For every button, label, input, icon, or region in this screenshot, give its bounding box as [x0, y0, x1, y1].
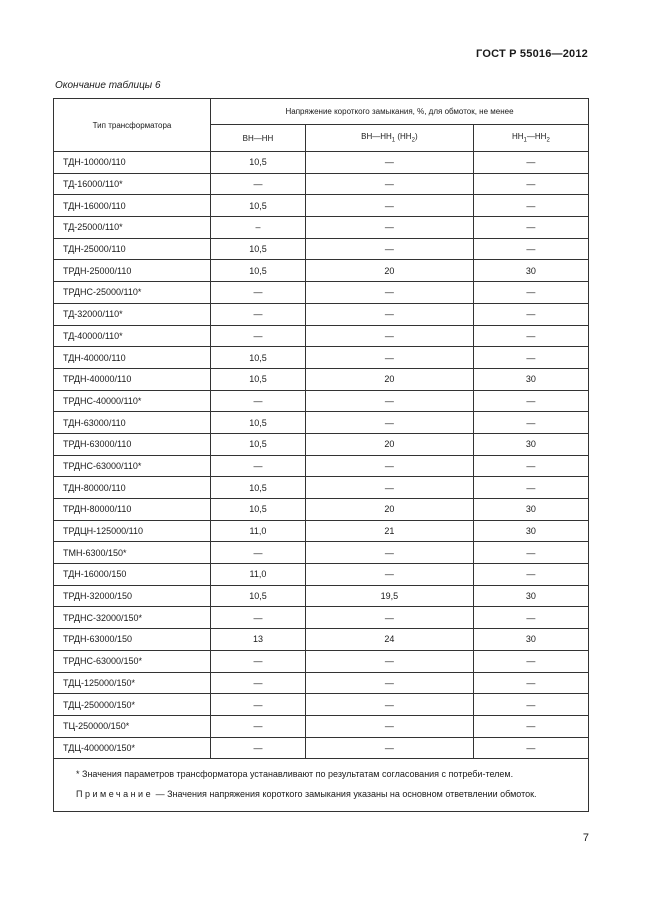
- transformer-type-cell: ТРДН-40000/110: [54, 368, 211, 390]
- vn-nn1-cell: —: [305, 412, 473, 434]
- vn-nn1-cell: —: [305, 607, 473, 629]
- transformer-type-cell: ТМН-6300/150*: [54, 542, 211, 564]
- table-row: [54, 499, 589, 521]
- nn1-nn2-cell: —: [473, 238, 588, 260]
- table-row: [54, 282, 589, 304]
- vn-nn1-cell: —: [305, 672, 473, 694]
- vn-nn1-cell: —: [305, 542, 473, 564]
- nn1-nn2-cell: 30: [473, 368, 588, 390]
- nn1-nn2-cell: —: [473, 282, 588, 304]
- vn-nn1-cell: —: [305, 390, 473, 412]
- table-row: [54, 629, 589, 651]
- table-row: [54, 433, 589, 455]
- vn-nn1-cell: —: [305, 737, 473, 759]
- transformer-type-cell: ТДН-16000/150: [54, 564, 211, 586]
- vn-nn-cell: 10,5: [211, 238, 306, 260]
- nn1-nn2-cell: —: [473, 173, 588, 195]
- vn-nn1-cell: 20: [305, 260, 473, 282]
- note-text: — Значения напряжения короткого замыкания указаны на основном ответвлении обмоток.: [153, 789, 537, 800]
- table-row: [54, 260, 589, 282]
- header-vn-nn: ВН—НН: [211, 125, 306, 152]
- table-row: [54, 542, 589, 564]
- transformer-type-cell: ТДЦ-400000/150*: [54, 737, 211, 759]
- table-row: [54, 217, 589, 239]
- vn-nn-cell: 10,5: [211, 152, 306, 174]
- nn1-nn2-cell: —: [473, 737, 588, 759]
- vn-nn-cell: —: [211, 542, 306, 564]
- vn-nn-cell: —: [211, 737, 306, 759]
- vn-nn-cell: 10,5: [211, 585, 306, 607]
- table-row: [54, 520, 589, 542]
- transformer-table: [53, 98, 589, 812]
- note: [64, 787, 578, 801]
- vn-nn-cell: 10,5: [211, 499, 306, 521]
- table-row: [54, 347, 589, 369]
- header-vn-nn1: $ВН—НН_1$ $(НН_2)$: [305, 125, 473, 152]
- table-row: [54, 564, 589, 586]
- nn1-nn2-cell: 30: [473, 629, 588, 651]
- table-row: [54, 238, 589, 260]
- nn1-nn2-cell: 30: [473, 520, 588, 542]
- nn1-nn2-cell: —: [473, 607, 588, 629]
- table-row: [54, 477, 589, 499]
- vn-nn1-cell: —: [305, 282, 473, 304]
- transformer-type-cell: ТРДНС-63000/110*: [54, 455, 211, 477]
- transformer-type-cell: ТД-40000/110*: [54, 325, 211, 347]
- table-row: [54, 368, 589, 390]
- header-nn1-nn2: $НН_1—НН_2$: [473, 125, 588, 152]
- vn-nn-cell: —: [211, 173, 306, 195]
- vn-nn1-cell: 20: [305, 499, 473, 521]
- document-code: ГОСТ Р 55016—2012: [476, 48, 588, 60]
- transformer-type-cell: ТРДНС-40000/110*: [54, 390, 211, 412]
- nn1-nn2-cell: —: [473, 694, 588, 716]
- vn-nn-cell: 11,0: [211, 564, 306, 586]
- vn-nn-cell: 10,5: [211, 477, 306, 499]
- vn-nn-cell: —: [211, 694, 306, 716]
- table-row: [54, 152, 589, 174]
- transformer-type-cell: ТРДН-63000/150: [54, 629, 211, 651]
- transformer-type-cell: ТД-32000/110*: [54, 303, 211, 325]
- header-voltage-group: Напряжение короткого замыкания, %, для обмоток, не менее: [211, 99, 589, 125]
- vn-nn1-cell: —: [305, 195, 473, 217]
- page-number: 7: [582, 832, 589, 844]
- nn1-nn2-cell: 30: [473, 433, 588, 455]
- header-transformer-type: Тип трансформатора: [54, 99, 211, 152]
- vn-nn-cell: 13: [211, 629, 306, 651]
- vn-nn-cell: —: [211, 607, 306, 629]
- table-row: [54, 585, 589, 607]
- vn-nn-cell: —: [211, 325, 306, 347]
- transformer-type-cell: ТРДН-63000/110: [54, 433, 211, 455]
- vn-nn-cell: —: [211, 715, 306, 737]
- note-label: Примечание: [76, 789, 154, 800]
- vn-nn1-cell: 19,5: [305, 585, 473, 607]
- transformer-type-cell: ТРДН-32000/150: [54, 585, 211, 607]
- transformer-type-cell: ТДН-25000/110: [54, 238, 211, 260]
- transformer-type-cell: ТРДНС-25000/110*: [54, 282, 211, 304]
- footnote: * Значения параметров трансформатора устанавливают по результатам согласования с потреби-телем.: [76, 769, 514, 780]
- vn-nn-cell: —: [211, 303, 306, 325]
- vn-nn1-cell: —: [305, 217, 473, 239]
- nn1-nn2-cell: —: [473, 564, 588, 586]
- nn1-nn2-cell: 30: [473, 260, 588, 282]
- table-row: [54, 694, 589, 716]
- vn-nn-cell: —: [211, 650, 306, 672]
- transformer-type-cell: ТДН-80000/110: [54, 477, 211, 499]
- vn-nn-cell: —: [211, 672, 306, 694]
- nn1-nn2-cell: —: [473, 390, 588, 412]
- vn-nn-cell: –: [211, 217, 306, 239]
- vn-nn-cell: 10,5: [211, 412, 306, 434]
- vn-nn1-cell: —: [305, 152, 473, 174]
- vn-nn1-cell: —: [305, 715, 473, 737]
- nn1-nn2-cell: —: [473, 455, 588, 477]
- nn1-nn2-cell: 30: [473, 585, 588, 607]
- vn-nn1-cell: —: [305, 564, 473, 586]
- vn-nn-cell: 10,5: [211, 368, 306, 390]
- table-row: [54, 455, 589, 477]
- vn-nn-cell: 10,5: [211, 433, 306, 455]
- vn-nn1-cell: —: [305, 303, 473, 325]
- transformer-type-cell: ТРДН-25000/110: [54, 260, 211, 282]
- table-row: [54, 325, 589, 347]
- transformer-type-cell: ТД-16000/110*: [54, 173, 211, 195]
- transformer-type-cell: ТРДЦН-125000/110: [54, 520, 211, 542]
- vn-nn-cell: 11,0: [211, 520, 306, 542]
- table-row: [54, 737, 589, 759]
- vn-nn-cell: 10,5: [211, 347, 306, 369]
- vn-nn-cell: 10,5: [211, 260, 306, 282]
- transformer-type-cell: ТДЦ-250000/150*: [54, 694, 211, 716]
- table-row: [54, 303, 589, 325]
- vn-nn1-cell: —: [305, 455, 473, 477]
- transformer-type-cell: ТДН-40000/110: [54, 347, 211, 369]
- table-row: [54, 650, 589, 672]
- nn1-nn2-cell: —: [473, 152, 588, 174]
- table-row: [54, 412, 589, 434]
- table-row: [54, 195, 589, 217]
- transformer-type-cell: ТДН-16000/110: [54, 195, 211, 217]
- nn1-nn2-cell: —: [473, 303, 588, 325]
- vn-nn1-cell: —: [305, 325, 473, 347]
- nn1-nn2-cell: 30: [473, 499, 588, 521]
- nn1-nn2-cell: —: [473, 672, 588, 694]
- nn1-nn2-cell: —: [473, 542, 588, 564]
- nn1-nn2-cell: —: [473, 412, 588, 434]
- vn-nn1-cell: —: [305, 477, 473, 499]
- nn1-nn2-cell: —: [473, 477, 588, 499]
- nn1-nn2-cell: —: [473, 325, 588, 347]
- vn-nn1-cell: 21: [305, 520, 473, 542]
- table-row: [54, 607, 589, 629]
- nn1-nn2-cell: —: [473, 195, 588, 217]
- transformer-type-cell: ТД-25000/110*: [54, 217, 211, 239]
- nn1-nn2-cell: —: [473, 650, 588, 672]
- table-caption: Окончание таблицы 6: [55, 80, 161, 91]
- transformer-type-cell: ТДН-10000/110: [54, 152, 211, 174]
- vn-nn1-cell: 20: [305, 368, 473, 390]
- nn1-nn2-cell: —: [473, 715, 588, 737]
- table-row: [54, 672, 589, 694]
- nn1-nn2-cell: —: [473, 347, 588, 369]
- transformer-type-cell: ТДЦ-125000/150*: [54, 672, 211, 694]
- table-row: [54, 715, 589, 737]
- transformer-type-cell: ТДН-63000/110: [54, 412, 211, 434]
- vn-nn1-cell: —: [305, 694, 473, 716]
- transformer-type-cell: ТРДНС-32000/150*: [54, 607, 211, 629]
- transformer-type-cell: ТЦ-250000/150*: [54, 715, 211, 737]
- vn-nn1-cell: 24: [305, 629, 473, 651]
- vn-nn1-cell: —: [305, 650, 473, 672]
- transformer-type-cell: ТРДН-80000/110: [54, 499, 211, 521]
- transformer-type-cell: ТРДНС-63000/150*: [54, 650, 211, 672]
- vn-nn1-cell: 20: [305, 433, 473, 455]
- table-row: [54, 390, 589, 412]
- vn-nn1-cell: —: [305, 173, 473, 195]
- vn-nn1-cell: —: [305, 238, 473, 260]
- vn-nn-cell: —: [211, 455, 306, 477]
- vn-nn1-cell: —: [305, 347, 473, 369]
- vn-nn-cell: —: [211, 282, 306, 304]
- table-row: [54, 173, 589, 195]
- nn1-nn2-cell: —: [473, 217, 588, 239]
- vn-nn-cell: —: [211, 390, 306, 412]
- table-notes: [54, 759, 589, 812]
- vn-nn-cell: 10,5: [211, 195, 306, 217]
